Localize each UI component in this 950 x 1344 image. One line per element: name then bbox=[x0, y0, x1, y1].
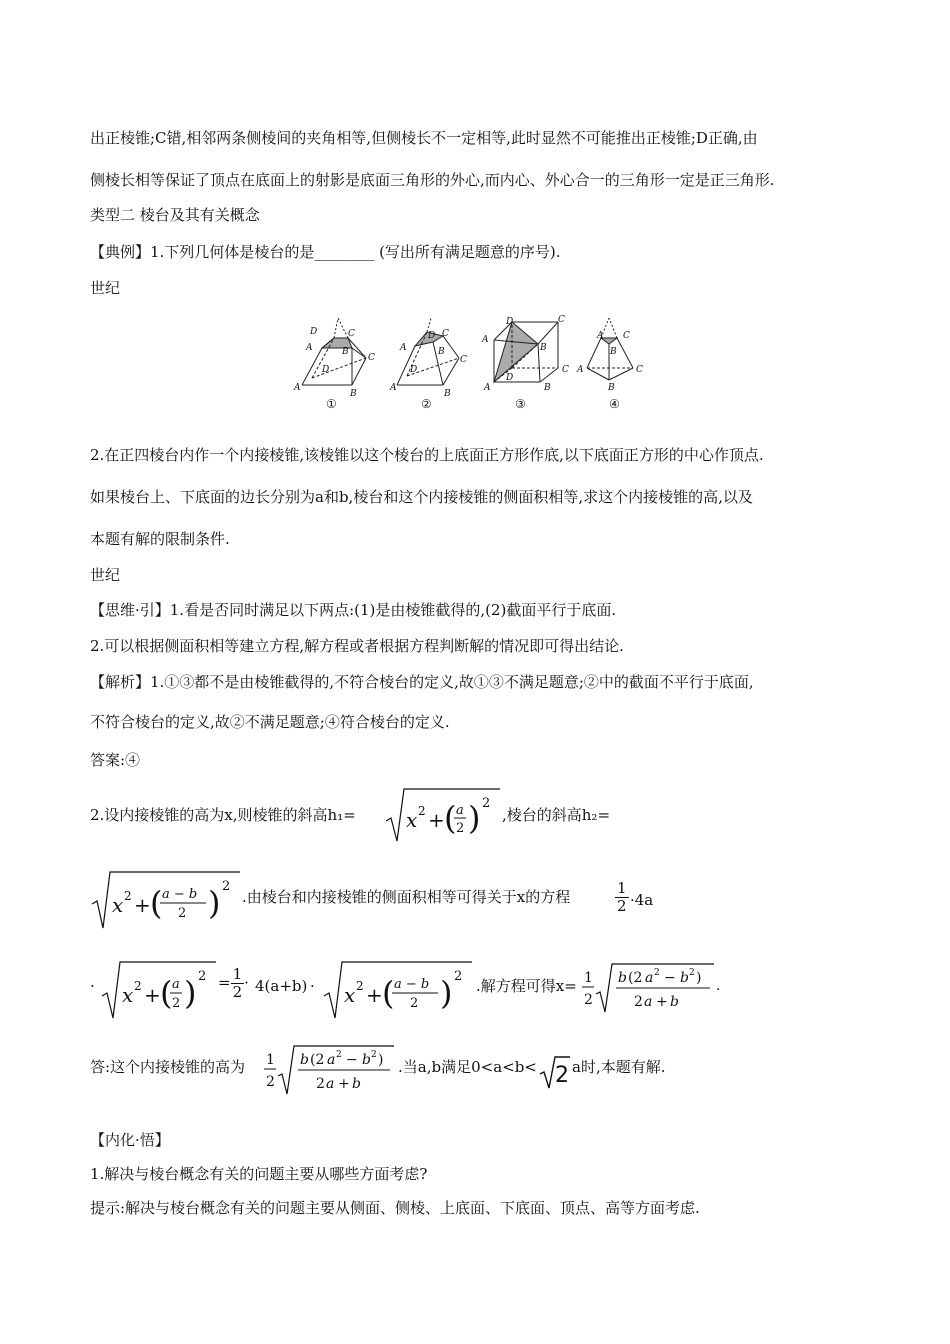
svg-text:a − b: a − b bbox=[394, 977, 430, 992]
svg-text:+: + bbox=[656, 994, 668, 1010]
text-line: 如果棱台上、下底面的边长分别为a和b,棱台和这个内接棱锥的侧面积相等,求这个内接棱锥的高,以及 bbox=[90, 488, 753, 506]
svg-text:D: D bbox=[322, 365, 330, 375]
dot: · bbox=[90, 977, 95, 995]
svg-text:): ) bbox=[378, 1052, 384, 1068]
svg-text:B: B bbox=[540, 343, 547, 353]
example-question: 【典例】1.下列几何体是棱台的是________ (写出所有满足题意的序号). bbox=[90, 243, 561, 261]
svg-text:−: − bbox=[346, 1052, 358, 1068]
svg-text:+: + bbox=[428, 808, 445, 832]
formula-x-solution bbox=[582, 960, 722, 1016]
svg-text:+: + bbox=[144, 983, 161, 1007]
svg-text:−: − bbox=[664, 970, 676, 986]
svg-text:(: ( bbox=[444, 799, 457, 837]
svg-text:): ) bbox=[440, 974, 453, 1012]
svg-text:b: b bbox=[352, 1076, 361, 1092]
svg-text:2: 2 bbox=[356, 979, 364, 993]
figure-label: ① bbox=[326, 397, 337, 411]
svg-text:2: 2 bbox=[482, 796, 491, 811]
svg-text:a: a bbox=[172, 977, 180, 992]
hint: 提示:解决与棱台概念有关的问题主要从侧面、侧棱、上底面、下底面、顶点、高等方面考虑. bbox=[90, 1199, 700, 1217]
svg-text:1: 1 bbox=[266, 1052, 275, 1068]
svg-text:1: 1 bbox=[584, 970, 593, 986]
svg-text:C: C bbox=[623, 331, 630, 341]
svg-text:x: x bbox=[112, 893, 124, 917]
formula-sqrt-x2-a2 bbox=[100, 958, 218, 1022]
svg-text:x: x bbox=[406, 808, 418, 832]
text-line: 2.可以根据侧面积相等建立方程,解方程或者根据方程判断解的情况即可得出结论. bbox=[90, 637, 624, 655]
svg-text:C: C bbox=[562, 365, 569, 375]
text-line: .解方程可得x= bbox=[476, 977, 577, 995]
svg-text:2: 2 bbox=[689, 968, 695, 978]
svg-text:x: x bbox=[344, 983, 356, 1007]
svg-text:2: 2 bbox=[371, 1050, 377, 1060]
svg-text:2: 2 bbox=[124, 889, 132, 903]
text-line: ,棱台的斜高h₂= bbox=[502, 806, 611, 824]
text-line: 世纪 bbox=[90, 566, 121, 584]
section-heading: 【内化·悟】 bbox=[90, 1131, 170, 1149]
svg-text:2: 2 bbox=[172, 996, 181, 1011]
svg-text:A: A bbox=[482, 335, 489, 345]
solution-1: 【解析】1.①③都不是由棱锥截得的,不符合棱台的定义,故①③不满足题意;②中的截面不平行于底面, bbox=[90, 673, 754, 691]
svg-text:(: ( bbox=[382, 974, 395, 1012]
svg-text:B: B bbox=[444, 389, 451, 399]
formula-sqrt-x2-a2 bbox=[384, 785, 502, 845]
formula-sqrt-x2-ab2 bbox=[90, 868, 242, 932]
figure-3 bbox=[494, 322, 558, 382]
svg-text:D: D bbox=[310, 327, 318, 337]
svg-text:A: A bbox=[484, 383, 491, 393]
svg-text:D: D bbox=[506, 317, 514, 327]
svg-text:a: a bbox=[456, 803, 464, 818]
svg-text:): ) bbox=[468, 799, 481, 837]
svg-text:a − b: a − b bbox=[162, 887, 198, 902]
svg-text:x: x bbox=[122, 983, 134, 1007]
svg-text:C: C bbox=[636, 365, 643, 375]
svg-text:D: D bbox=[428, 331, 436, 341]
svg-text:2: 2 bbox=[654, 968, 660, 978]
text-line: 1.解决与棱台概念有关的问题主要从哪些方面考虑? bbox=[90, 1165, 428, 1183]
text-line: .由棱台和内接棱锥的侧面积相等可得关于x的方程 bbox=[242, 888, 571, 906]
svg-text:+: + bbox=[134, 893, 151, 917]
svg-text:B: B bbox=[438, 347, 445, 357]
svg-text:(: ( bbox=[160, 974, 173, 1012]
fraction-half: $\frac{1}{2}$ bbox=[617, 879, 627, 915]
svg-text:2: 2 bbox=[555, 1063, 569, 1088]
svg-text:B: B bbox=[350, 389, 357, 399]
svg-text:b: b bbox=[670, 994, 679, 1010]
figure-label: ④ bbox=[609, 397, 620, 411]
svg-text:C: C bbox=[460, 355, 467, 365]
figure-label: ② bbox=[421, 397, 432, 411]
svg-text:C: C bbox=[442, 329, 449, 339]
text-line: 本题有解的限制条件. bbox=[90, 530, 230, 548]
svg-text:2: 2 bbox=[418, 804, 426, 818]
svg-text:a: a bbox=[327, 1052, 336, 1068]
svg-text:b: b bbox=[300, 1052, 309, 1068]
text-line: 世纪 bbox=[90, 279, 121, 297]
svg-text:2: 2 bbox=[336, 1050, 342, 1060]
svg-text:a: a bbox=[645, 970, 654, 986]
svg-text:C: C bbox=[348, 329, 355, 339]
svg-text:+: + bbox=[366, 983, 383, 1007]
section-heading: 类型二 棱台及其有关概念 bbox=[90, 206, 260, 224]
svg-text:A: A bbox=[294, 383, 301, 393]
text-line: .当a,b满足0<a<b< bbox=[398, 1058, 537, 1076]
equals-half: = $\frac{1}{2}$ · bbox=[218, 965, 249, 1001]
svg-text:A: A bbox=[577, 365, 584, 375]
svg-text:C: C bbox=[368, 353, 375, 363]
answer-2: 答:这个内接棱锥的高为 bbox=[90, 1058, 246, 1076]
svg-text:C: C bbox=[558, 315, 565, 325]
text-line: ·4a bbox=[630, 891, 654, 909]
question-2: 2.在正四棱台内作一个内接棱锥,该棱锥以这个棱台的上底面正方形作底,以下底面正方形的中心作顶点. bbox=[90, 446, 764, 464]
text-line: 出正棱锥;C错,相邻两条侧棱间的夹角相等,但侧棱长不一定相等,此时显然不可能推出正棱锥;D正确,由 bbox=[90, 129, 758, 147]
svg-text:.: . bbox=[716, 978, 721, 994]
answer-1: 答案:④ bbox=[90, 751, 141, 769]
svg-text:2: 2 bbox=[178, 906, 187, 921]
svg-text:2: 2 bbox=[584, 992, 593, 1008]
svg-text:2: 2 bbox=[634, 994, 643, 1010]
svg-text:2: 2 bbox=[316, 1076, 325, 1092]
svg-text:B: B bbox=[610, 347, 617, 357]
svg-text:2: 2 bbox=[134, 979, 142, 993]
svg-text:A: A bbox=[597, 331, 604, 341]
svg-text:2: 2 bbox=[266, 1074, 275, 1090]
svg-text:D: D bbox=[506, 373, 514, 383]
text-line: 不符合棱台的定义,故②不满足题意;④符合棱台的定义. bbox=[90, 713, 450, 731]
svg-text:D: D bbox=[410, 365, 418, 375]
formula-height-answer bbox=[264, 1042, 396, 1098]
svg-text:): ) bbox=[184, 974, 197, 1012]
solution-2: 2.设内接棱锥的高为x,则棱锥的斜高h₁= bbox=[90, 806, 356, 824]
text-line: 侧棱长相等保证了顶点在底面上的射影是底面三角形的外心,而内心、外心合一的三角形一定是正三角形. bbox=[90, 171, 775, 189]
sqrt-2 bbox=[538, 1054, 572, 1090]
svg-text:A: A bbox=[400, 343, 407, 353]
svg-text:b: b bbox=[362, 1052, 371, 1068]
svg-text:B: B bbox=[544, 383, 551, 393]
dot: · bbox=[310, 977, 315, 995]
svg-text:B: B bbox=[342, 347, 349, 357]
svg-text:2: 2 bbox=[222, 879, 231, 894]
svg-text:b: b bbox=[680, 970, 689, 986]
formula-sqrt-x2-ab2 bbox=[322, 958, 474, 1022]
svg-text:A: A bbox=[306, 343, 313, 353]
svg-text:2: 2 bbox=[456, 821, 465, 836]
svg-text:(2: (2 bbox=[310, 1052, 325, 1068]
svg-text:B: B bbox=[608, 383, 615, 393]
svg-text:+: + bbox=[338, 1076, 350, 1092]
svg-text:a: a bbox=[644, 994, 653, 1010]
svg-text:2: 2 bbox=[454, 969, 463, 984]
text-line: 4(a+b) bbox=[255, 977, 308, 995]
geometry-figures bbox=[292, 310, 662, 412]
svg-text:a: a bbox=[326, 1076, 335, 1092]
svg-text:2: 2 bbox=[410, 996, 419, 1011]
svg-text:b: b bbox=[618, 970, 627, 986]
svg-text:(: ( bbox=[150, 884, 163, 922]
figure-label: ③ bbox=[515, 397, 526, 411]
svg-text:): ) bbox=[208, 884, 221, 922]
svg-text:): ) bbox=[696, 970, 702, 986]
text-line: a时,本题有解. bbox=[572, 1058, 666, 1076]
thinking-guide: 【思维·引】1.看是否同时满足以下两点:(1)是由棱锥截得的,(2)截面平行于底面. bbox=[90, 601, 617, 619]
svg-text:2: 2 bbox=[198, 969, 207, 984]
svg-text:(2: (2 bbox=[628, 970, 643, 986]
svg-text:A: A bbox=[390, 383, 397, 393]
